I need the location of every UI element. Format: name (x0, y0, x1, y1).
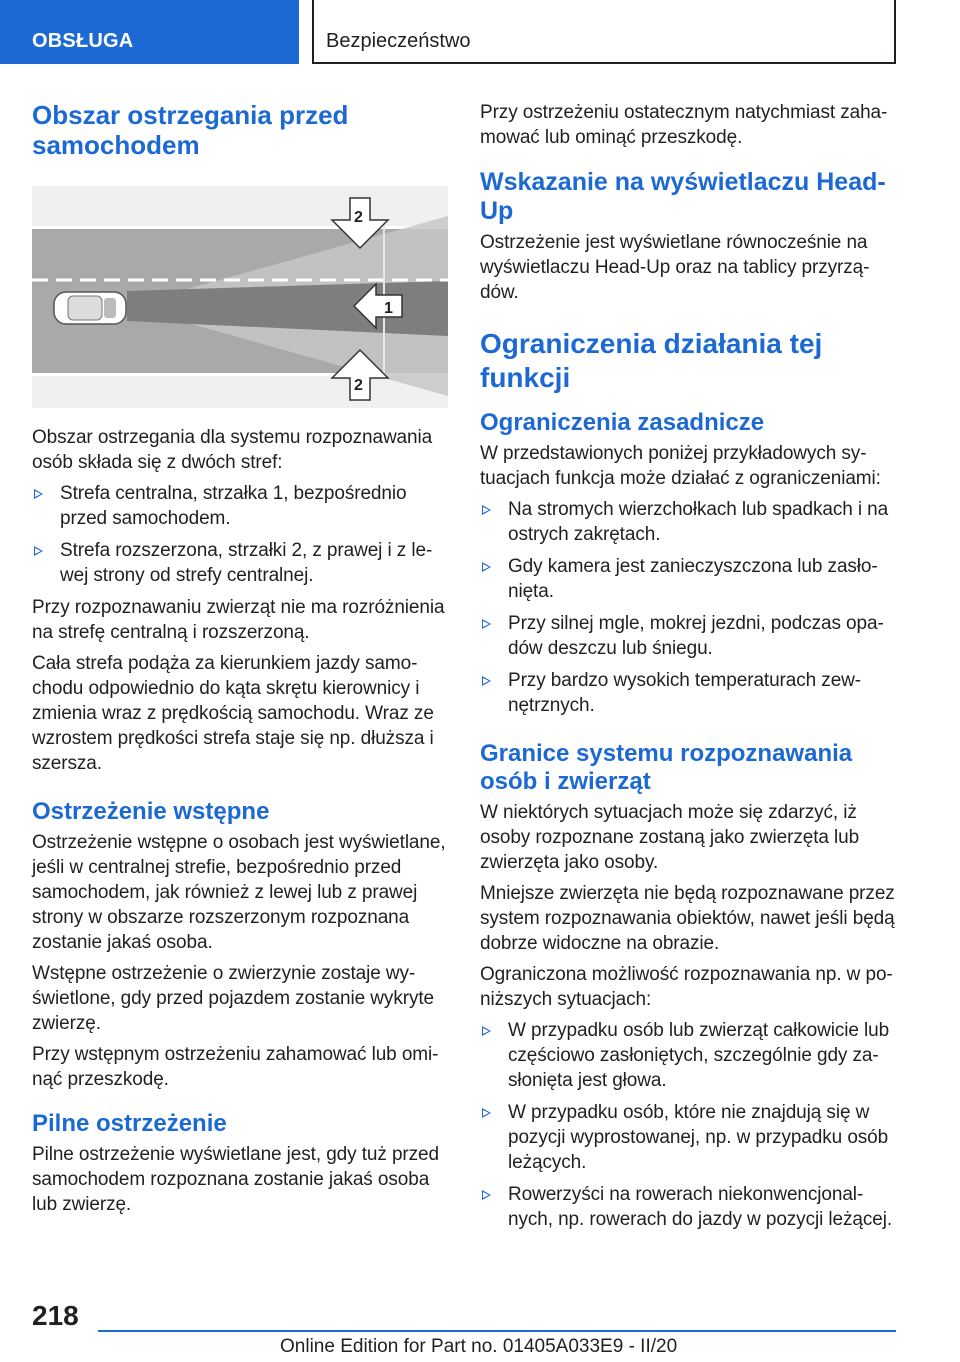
section-header (312, 0, 896, 64)
list-item: Na stromych wierzchołkach lub spadkach i na ostrych zakrętach. (480, 497, 898, 547)
arrow-2-top-label: 2 (354, 209, 363, 226)
heading-pre-warning: Ostrzeżenie wstępne (32, 798, 270, 825)
paragraph: Przy rozpoznawaniu zwierząt nie ma rozróżnienia na strefę centralną i rozszerzoną. (32, 597, 445, 643)
paragraph: W przedstawionych poniżej przykładowych sytuacjach funkcja może działać z ograniczeniami: (480, 443, 881, 489)
list-item: Gdy kamera jest zanieczyszczona lub zasłonięta. (480, 554, 898, 604)
paragraph: Cała strefa podąża za kierunkiem jazdy samochodu odpowiednio do kąta skrętu kierownicy i zmienia wraz z prędkością samochodu. Wraz ze wzrostem prędkości strefa staje się np. dłuższa i szersza. (32, 653, 434, 774)
heading-urgent-warning: Pilne ostrzeżenie (32, 1110, 227, 1137)
left-column (32, 100, 450, 1223)
triangle-bullet-icon (482, 505, 491, 515)
triangle-bullet-icon (34, 489, 43, 499)
triangle-bullet-icon (482, 562, 491, 572)
list-item: Przy silnej mgle, mokrej jezdni, podczas opadów deszczu lub śniegu. (480, 611, 898, 661)
triangle-bullet-icon (482, 619, 491, 629)
heading-basic-limits: Ograniczenia zasadnicze (480, 409, 765, 436)
triangle-bullet-icon (34, 546, 43, 556)
heading-system-limits: Granice systemu rozpoznawania osób i zwierząt (480, 740, 853, 795)
paragraph: W niektórych sytuacjach może się zdarzyć, iż osoby rozpoznane zostaną jako zwierzęta lub zwierzęta jako osoby. (480, 802, 860, 873)
paragraph: Pilne ostrzeżenie wyświetlane jest, gdy tuż przed samochodem rozpoznana zostanie jakaś osoba lub zwierzę. (32, 1144, 439, 1215)
section-tab-label: OBSŁUGA (32, 30, 134, 52)
road-edge-top (32, 226, 448, 229)
list-item: W przypadku osób, które nie znajdują się w pozycji wyprostowanej, np. w przypadku osób leżących. (480, 1100, 898, 1175)
arrow-1-label: 1 (384, 300, 393, 317)
list-item: Strefa rozszerzona, strzałki 2, z prawej i z lewej strony od strefy centralnej. (32, 538, 450, 588)
paragraph: Przy ostrzeżeniu ostatecznym natychmiast zahamować lub ominąć przeszkodę. (480, 102, 888, 148)
zone-list (32, 481, 450, 588)
paragraph: Obszar ostrzegania dla systemu rozpoznawania osób składa się z dwóch stref: (32, 427, 433, 473)
section-title: Bezpieczeństwo (326, 30, 471, 52)
arrow-2-bottom-label: 2 (354, 377, 363, 394)
triangle-bullet-icon (482, 1108, 491, 1118)
heading-warning-zone: Obszar ostrzegania przed samochodem (32, 100, 349, 160)
right-column (480, 100, 898, 1239)
warning-zone-figure (32, 186, 448, 408)
paragraph: Ostrzeżenie jest wyświetlane równocześnie na wyświetlaczu Head-Up oraz na tablicy przyrządów. (480, 232, 870, 303)
section-tab (0, 0, 299, 64)
heading-head-up-display: Wskazanie na wyświetlaczu Head-Up (480, 168, 886, 225)
paragraph: Przy wstępnym ostrzeżeniu zahamować lub ominąć przeszkodę. (32, 1044, 439, 1090)
list-item: W przypadku osób lub zwierząt całkowicie lub częściowo zasłoniętych, szczególnie gdy zasłonięta jest głowa. (480, 1018, 898, 1093)
paragraph: Ograniczona możliwość rozpoznawania np. w poniższych sytuacjach: (480, 964, 893, 1010)
recognition-limits-list (480, 1018, 898, 1232)
paragraph: Wstępne ostrzeżenie o zwierzynie zostaje wyświetlone, gdy przed pojazdem zostanie wykryte zwierzę. (32, 963, 434, 1034)
heading-function-limits: Ograniczenia działania tej funkcji (480, 328, 823, 393)
list-item: Rowerzyści na rowerach niekonwencjonalnych, np. rowerach do jazdy w pozycji leżącej. (480, 1182, 898, 1232)
paragraph: Ostrzeżenie wstępne o osobach jest wyświetlane, jeśli w centralnej strefie, bezpośrednio przed samochodem, jak również z lewej lub z prawej strony w obszarze rozszerzonym rozpoznana zostanie jakaś osoba. (32, 832, 446, 953)
limits-list (480, 497, 898, 718)
car-icon (54, 292, 126, 324)
triangle-bullet-icon (482, 1026, 491, 1036)
triangle-bullet-icon (482, 1190, 491, 1200)
list-item: Strefa centralna, strzałka 1, bezpośrednio przed samochodem. (32, 481, 450, 531)
footer-edition: Online Edition for Part no. 01405A033E9 - II/20 (280, 1336, 678, 1357)
paragraph: Mniejsze zwierzęta nie będą rozpoznawane przez system rozpoznawania obiektów, nawet jeśli będą dobrze widoczne na obrazie. (480, 883, 895, 954)
triangle-bullet-icon (482, 676, 491, 686)
page-number: 218 (32, 1300, 79, 1331)
list-item: Przy bardzo wysokich temperaturach zewnętrznych. (480, 668, 898, 718)
footer-divider (98, 1330, 896, 1332)
